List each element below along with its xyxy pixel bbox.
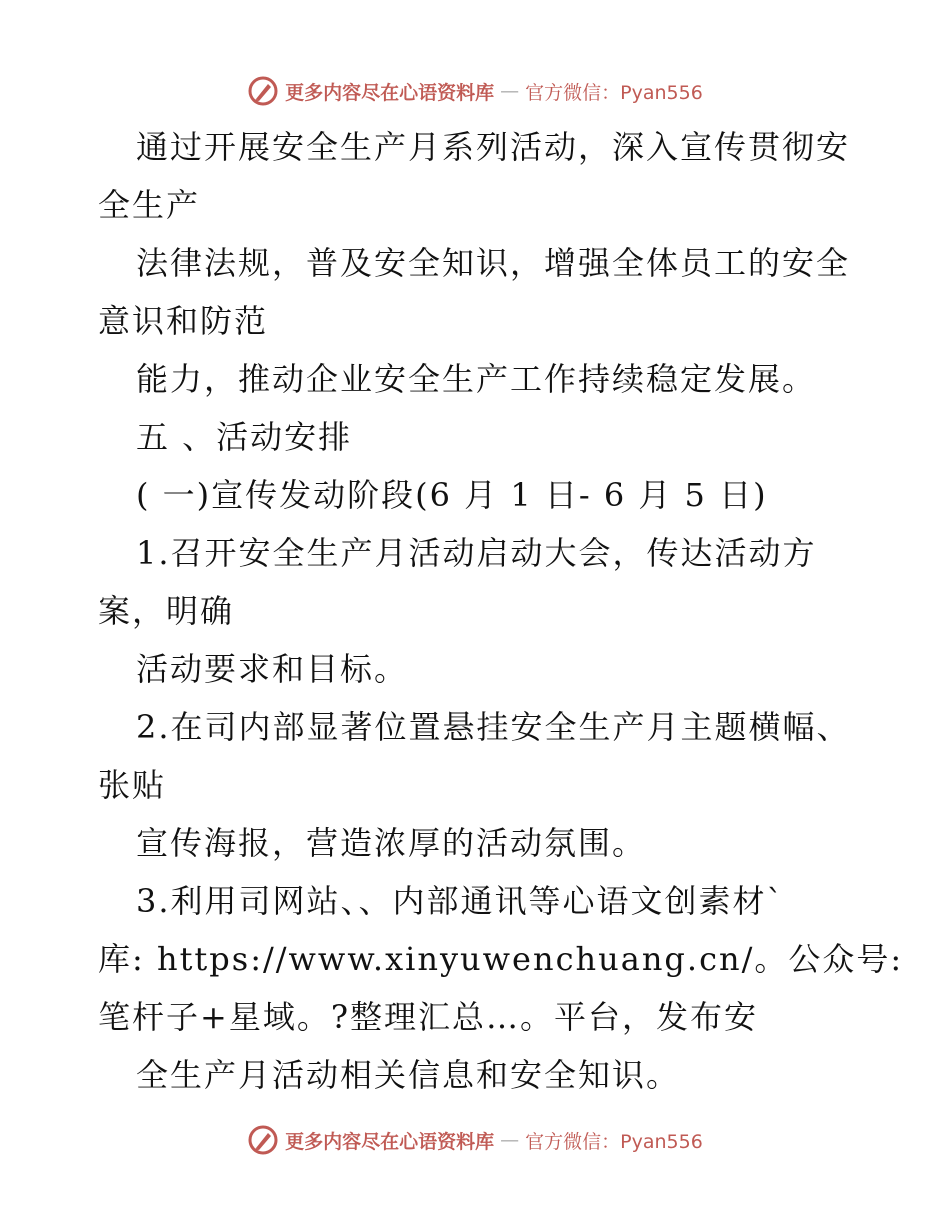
text-line: 通过开展安全生产月系列活动，深入宣传贯彻安 bbox=[136, 128, 851, 166]
header-watermark bbox=[0, 71, 950, 111]
watermark-brand: 更多内容尽在心语资料库 bbox=[285, 1130, 495, 1153]
section-heading: 五 、活动安排 bbox=[136, 418, 353, 456]
watermark-contact: 官方微信：Pyan556 bbox=[525, 81, 703, 104]
pen-logo-icon bbox=[247, 75, 279, 107]
text-line: 3.利用司网站、、内部通讯等心语文创素材ˋ bbox=[136, 882, 785, 920]
text-line: 笔杆子+星域。?整理汇总…。平台，发布安 bbox=[98, 998, 758, 1036]
watermark-brand: 更多内容尽在心语资料库 bbox=[285, 81, 495, 104]
text-line: 能力，推动企业安全生产工作持续稳定发展。 bbox=[136, 360, 817, 398]
body-text bbox=[98, 118, 904, 1104]
text-line: 活动要求和目标。 bbox=[136, 650, 409, 688]
watermark-dash: — bbox=[500, 1129, 520, 1151]
watermark-contact: 官方微信：Pyan556 bbox=[525, 1130, 703, 1153]
text-line: 张贴 bbox=[98, 766, 167, 804]
text-line: 案，明确 bbox=[98, 592, 235, 630]
text-line: 全生产月活动相关信息和安全知识。 bbox=[136, 1056, 681, 1094]
text-line: 宣传海报，营造浓厚的活动氛围。 bbox=[136, 824, 647, 862]
footer-watermark bbox=[0, 1120, 950, 1160]
subsection-heading: ( 一)宣传发动阶段(6 月 1 日- 6 月 5 日) bbox=[136, 476, 768, 514]
text-line: 法律法规，普及安全知识，增强全体员工的安全 bbox=[136, 244, 851, 282]
text-line: 1.召开安全生产月活动启动大会，传达活动方 bbox=[136, 534, 817, 572]
text-line: 库: https://www.xinyuwenchuang.cn/。公众号: bbox=[98, 940, 904, 978]
pen-logo-icon bbox=[247, 1124, 279, 1156]
watermark-dash: — bbox=[500, 80, 520, 102]
text-line: 意识和防范 bbox=[98, 302, 269, 340]
text-line: 2.在司内部显著位置悬挂安全生产月主题横幅、 bbox=[136, 708, 851, 746]
text-line: 全生产 bbox=[98, 186, 201, 224]
